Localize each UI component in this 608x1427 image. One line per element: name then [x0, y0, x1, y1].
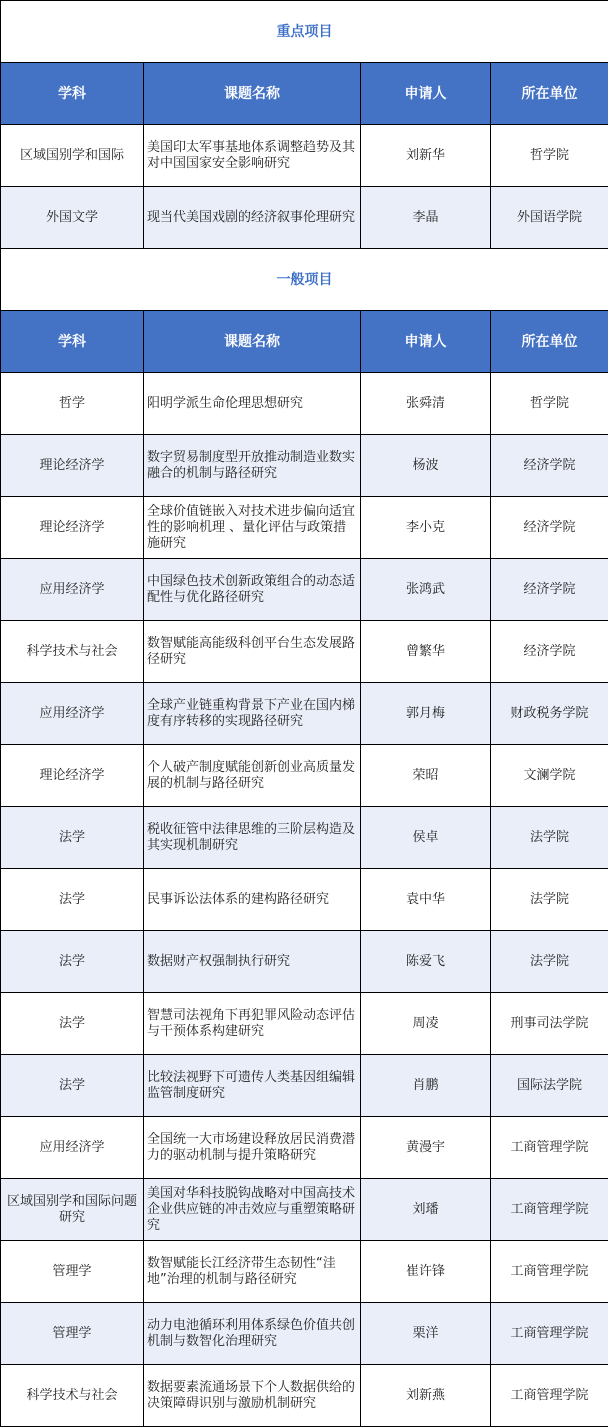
table-row	[1, 993, 608, 1055]
subject-cell: 管理学	[1, 1303, 144, 1365]
subject-cell: 外国文学	[1, 187, 144, 249]
applicant-cell: 杨波	[361, 435, 491, 497]
unit-cell: 经济学院	[491, 621, 608, 683]
subject-cell: 法学	[1, 993, 144, 1055]
applicant-cell: 崔许锋	[361, 1241, 491, 1303]
subject-cell: 管理学	[1, 1241, 144, 1303]
column-header: 申请人	[361, 63, 491, 125]
subject-cell: 法学	[1, 1055, 144, 1117]
table-row	[1, 807, 608, 869]
applicant-cell: 刘新燕	[361, 1365, 491, 1427]
applicant-cell: 周凌	[361, 993, 491, 1055]
column-header: 学科	[1, 63, 144, 125]
applicant-cell: 黄漫宇	[361, 1117, 491, 1179]
unit-cell: 法学院	[491, 869, 608, 931]
unit-cell: 工商管理学院	[491, 1179, 608, 1241]
column-header: 课题名称	[144, 311, 361, 373]
applicant-cell: 张舜清	[361, 373, 491, 435]
applicant-cell: 曾繁华	[361, 621, 491, 683]
unit-cell: 工商管理学院	[491, 1365, 608, 1427]
unit-cell: 文澜学院	[491, 745, 608, 807]
column-header: 学科	[1, 311, 144, 373]
project-title-cell: 动力电池循环利用体系绿色价值共创机制与数智化治理研究	[144, 1303, 361, 1365]
section-title-row	[1, 249, 608, 311]
unit-cell: 经济学院	[491, 497, 608, 559]
subject-cell: 科学技术与社会	[1, 1365, 144, 1427]
project-title-cell: 比较法视野下可遗传人类基因组编辑监管制度研究	[144, 1055, 361, 1117]
applicant-cell: 袁中华	[361, 869, 491, 931]
project-title-cell: 现当代美国戏剧的经济叙事伦理研究	[144, 187, 361, 249]
table-row	[1, 931, 608, 993]
project-title-cell: 全球价值链嵌入对技术进步偏向适宜性的影响机理 、量化评估与政策措施研究	[144, 497, 361, 559]
table-row	[1, 683, 608, 745]
applicant-cell: 荣昭	[361, 745, 491, 807]
project-title-cell: 全球产业链重构背景下产业在国内梯度有序转移的实现路径研究	[144, 683, 361, 745]
applicant-cell: 李小克	[361, 497, 491, 559]
project-title-cell: 阳明学派生命伦理思想研究	[144, 373, 361, 435]
project-title-cell: 美国印太军事基地体系调整趋势及其对中国国家安全影响研究	[144, 125, 361, 187]
table-row	[1, 1117, 608, 1179]
subject-cell: 理论经济学	[1, 745, 144, 807]
unit-cell: 外国语学院	[491, 187, 608, 249]
project-title-cell: 中国绿色技术创新政策组合的动态适配性与优化路径研究	[144, 559, 361, 621]
column-header: 课题名称	[144, 63, 361, 125]
column-header: 所在单位	[491, 311, 608, 373]
table-row	[1, 1241, 608, 1303]
subject-cell: 法学	[1, 807, 144, 869]
table-row	[1, 559, 608, 621]
table-header-row	[1, 63, 608, 125]
project-title-cell: 美国对华科技脱钩战略对中国高技术企业供应链的冲击效应与重塑策略研究	[144, 1179, 361, 1241]
unit-cell: 法学院	[491, 807, 608, 869]
subject-cell: 区域国别学和国际问题研究	[1, 1179, 144, 1241]
applicant-cell: 张鸿武	[361, 559, 491, 621]
subject-cell: 科学技术与社会	[1, 621, 144, 683]
applicant-cell: 李晶	[361, 187, 491, 249]
unit-cell: 刑事司法学院	[491, 993, 608, 1055]
section-title-row	[1, 1, 608, 63]
unit-cell: 财政税务学院	[491, 683, 608, 745]
unit-cell: 哲学院	[491, 125, 608, 187]
unit-cell: 经济学院	[491, 435, 608, 497]
project-title-cell: 数智赋能高能级科创平台生态发展路径研究	[144, 621, 361, 683]
unit-cell: 经济学院	[491, 559, 608, 621]
applicant-cell: 肖鹏	[361, 1055, 491, 1117]
subject-cell: 应用经济学	[1, 683, 144, 745]
table-row	[1, 869, 608, 931]
table-row	[1, 1179, 608, 1241]
subject-cell: 区域国别学和国际	[1, 125, 144, 187]
column-header: 所在单位	[491, 63, 608, 125]
unit-cell: 国际法学院	[491, 1055, 608, 1117]
table-row	[1, 621, 608, 683]
table-row	[1, 1365, 608, 1427]
project-title-cell: 数据要素流通场景下个人数据供给的决策障碍识别与激励机制研究	[144, 1365, 361, 1427]
project-title-cell: 民事诉讼法体系的建构路径研究	[144, 869, 361, 931]
project-title-cell: 数字贸易制度型开放推动制造业数实融合的机制与路径研究	[144, 435, 361, 497]
section-title: 重点项目	[1, 1, 608, 63]
project-title-cell: 数智赋能长江经济带生态韧性“洼地”治理的机制与路径研究	[144, 1241, 361, 1303]
applicant-cell: 侯卓	[361, 807, 491, 869]
table-row	[1, 745, 608, 807]
project-title-cell: 税收征管中法律思维的三阶层构造及其实现机制研究	[144, 807, 361, 869]
project-title-cell: 全国统一大市场建设释放居民消费潜力的驱动机制与提升策略研究	[144, 1117, 361, 1179]
table-row	[1, 1055, 608, 1117]
subject-cell: 法学	[1, 931, 144, 993]
applicant-cell: 栗洋	[361, 1303, 491, 1365]
applicant-cell: 郭月梅	[361, 683, 491, 745]
unit-cell: 工商管理学院	[491, 1241, 608, 1303]
applicant-cell: 陈爱飞	[361, 931, 491, 993]
unit-cell: 工商管理学院	[491, 1303, 608, 1365]
table-row	[1, 435, 608, 497]
subject-cell: 理论经济学	[1, 435, 144, 497]
section-title: 一般项目	[1, 249, 608, 311]
project-title-cell: 个人破产制度赋能创新创业高质量发展的机制与路径研究	[144, 745, 361, 807]
subject-cell: 理论经济学	[1, 497, 144, 559]
applicant-cell: 刘璠	[361, 1179, 491, 1241]
unit-cell: 法学院	[491, 931, 608, 993]
table-header-row	[1, 311, 608, 373]
column-header: 申请人	[361, 311, 491, 373]
subject-cell: 法学	[1, 869, 144, 931]
subject-cell: 应用经济学	[1, 1117, 144, 1179]
table-row	[1, 125, 608, 187]
unit-cell: 工商管理学院	[491, 1117, 608, 1179]
table-row	[1, 497, 608, 559]
project-title-cell: 数据财产权强制执行研究	[144, 931, 361, 993]
subject-cell: 哲学	[1, 373, 144, 435]
table-row	[1, 187, 608, 249]
table-row	[1, 1303, 608, 1365]
applicant-cell: 刘新华	[361, 125, 491, 187]
project-title-cell: 智慧司法视角下再犯罪风险动态评估与干预体系构建研究	[144, 993, 361, 1055]
table-row	[1, 373, 608, 435]
unit-cell: 哲学院	[491, 373, 608, 435]
subject-cell: 应用经济学	[1, 559, 144, 621]
